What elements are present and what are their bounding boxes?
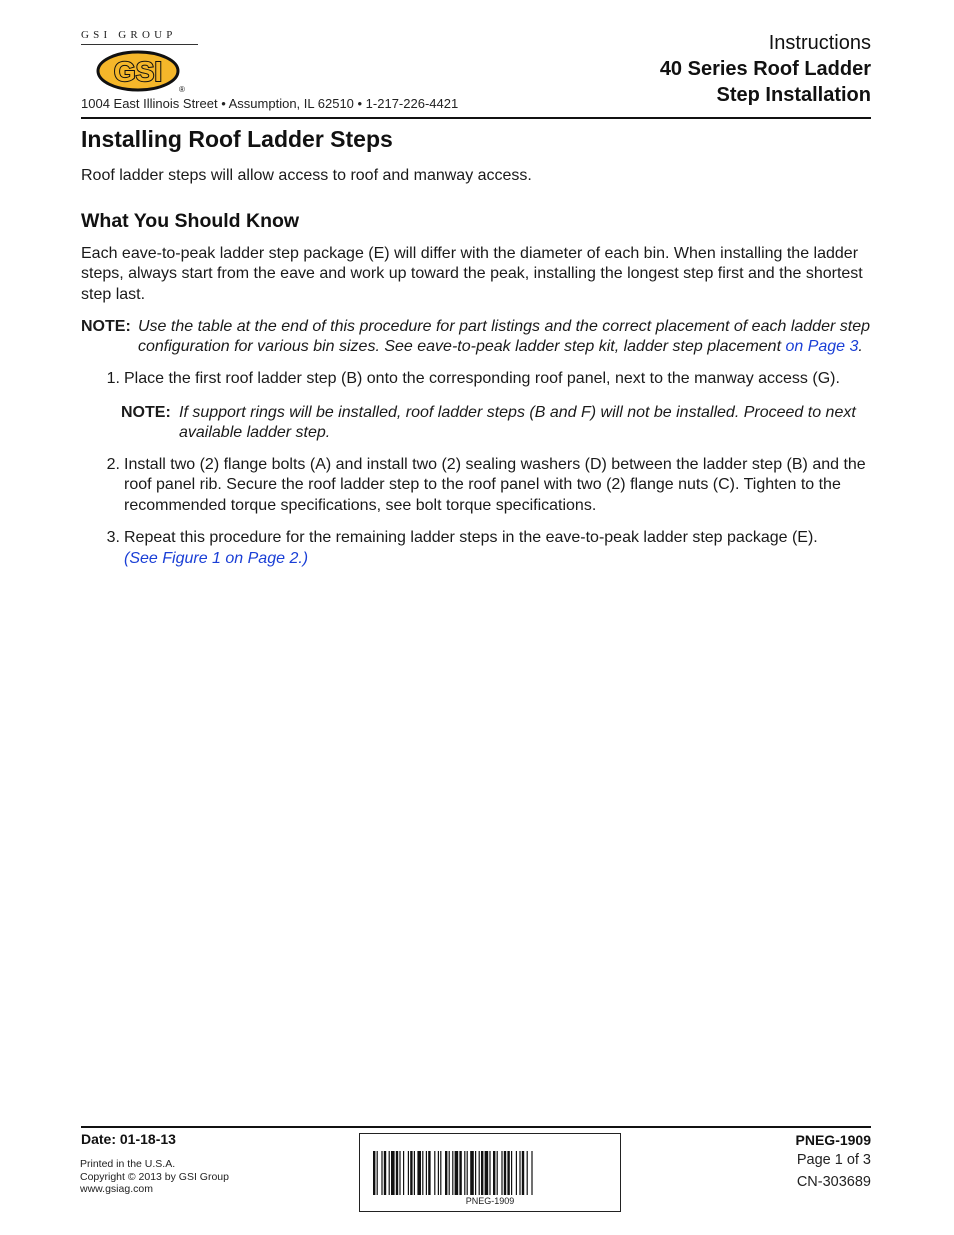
step-body [120, 528, 871, 569]
step-text: Place the first roof ladder step (B) onto the corresponding roof panel, next to the manway access (G). [124, 370, 840, 387]
intro-paragraph: Roof ladder steps will allow access to roof and manway access. [81, 167, 532, 184]
list-item [81, 369, 871, 443]
barcode-image [373, 1151, 609, 1195]
document-type: Instructions [768, 32, 871, 54]
barcode-box [359, 1133, 621, 1212]
note-body: Use the table at the end of this procedure for part listings and the correct placement of each ladder step configuration for various bin sizes. See eave-to-peak ladder step kit, ladder step placement [138, 318, 870, 355]
main-content [81, 124, 871, 569]
page-number: Page 1 of 3 [796, 1152, 871, 1168]
website: www.gsiag.com [80, 1183, 153, 1195]
footer-divider [81, 1126, 871, 1128]
step-body [120, 369, 871, 443]
printing-info [80, 1158, 229, 1196]
step-note [120, 403, 871, 443]
step-number: 1. [106, 370, 120, 387]
step-number: 3. [106, 529, 120, 546]
printed-in: Printed in the U.S.A. [80, 1158, 176, 1170]
brand-divider [81, 44, 198, 45]
document-date: Date: 01-18-13 [81, 1131, 176, 1147]
header-divider [81, 117, 871, 119]
note-text [138, 317, 871, 357]
document-heading-block [660, 30, 871, 108]
page-title: Installing Roof Ladder Steps [81, 126, 393, 152]
step-number: 2. [106, 455, 120, 473]
note-label: NOTE: [81, 318, 131, 335]
logo-text: GSI [113, 56, 163, 87]
list-item [81, 455, 871, 517]
document-info [796, 1131, 871, 1193]
document-number: PNEG-1909 [795, 1132, 871, 1148]
registered-mark: ® [179, 85, 185, 94]
copyright: Copyright © 2013 by GSI Group [80, 1170, 229, 1183]
list-item [81, 528, 871, 569]
document-title-line1: 40 Series Roof Ladder [659, 58, 871, 80]
page-3-link[interactable]: on Page 3 [785, 338, 859, 355]
gsi-logo [96, 50, 188, 94]
barcode-caption: PNEG-1909 [465, 1196, 515, 1206]
know-paragraph: Each eave-to-peak ladder step package (E) will differ with the diameter of each bin. When installing the ladder steps, always start from the eave and work up toward the peak, installing the longest step first and the shortest step last. [81, 244, 863, 303]
cn-number: CN-303689 [796, 1174, 871, 1190]
company-address: 1004 East Illinois Street • Assumption, IL 62510 • 1-217-226-4421 [81, 96, 459, 111]
figure-1-link[interactable]: (See Figure 1 on Page 2.) [124, 549, 309, 567]
section-heading: What You Should Know [81, 209, 300, 232]
document-title-line2: Step Installation [716, 84, 871, 106]
brand-group-label: GSI GROUP [81, 29, 177, 41]
step-note-label: NOTE: [121, 403, 171, 421]
step-note-text: If support rings will be installed, roof ladder steps (B and F) will not be installed. Proceed to next available ladder step. [179, 403, 856, 441]
step-text: Repeat this procedure for the remaining ladder steps in the eave-to-peak ladder step package (E). [124, 529, 818, 546]
step-text: Install two (2) flange bolts (A) and install two (2) sealing washers (D) between the ladder step (B) and the roof panel rib. Secure the roof ladder step to the roof panel with two (2) flange nuts (C). Tighten to the recommended torque specifications, see bolt torque specifications. [124, 455, 866, 514]
step-list [81, 369, 871, 569]
note-block [81, 317, 871, 357]
note-suffix: . [858, 338, 863, 355]
